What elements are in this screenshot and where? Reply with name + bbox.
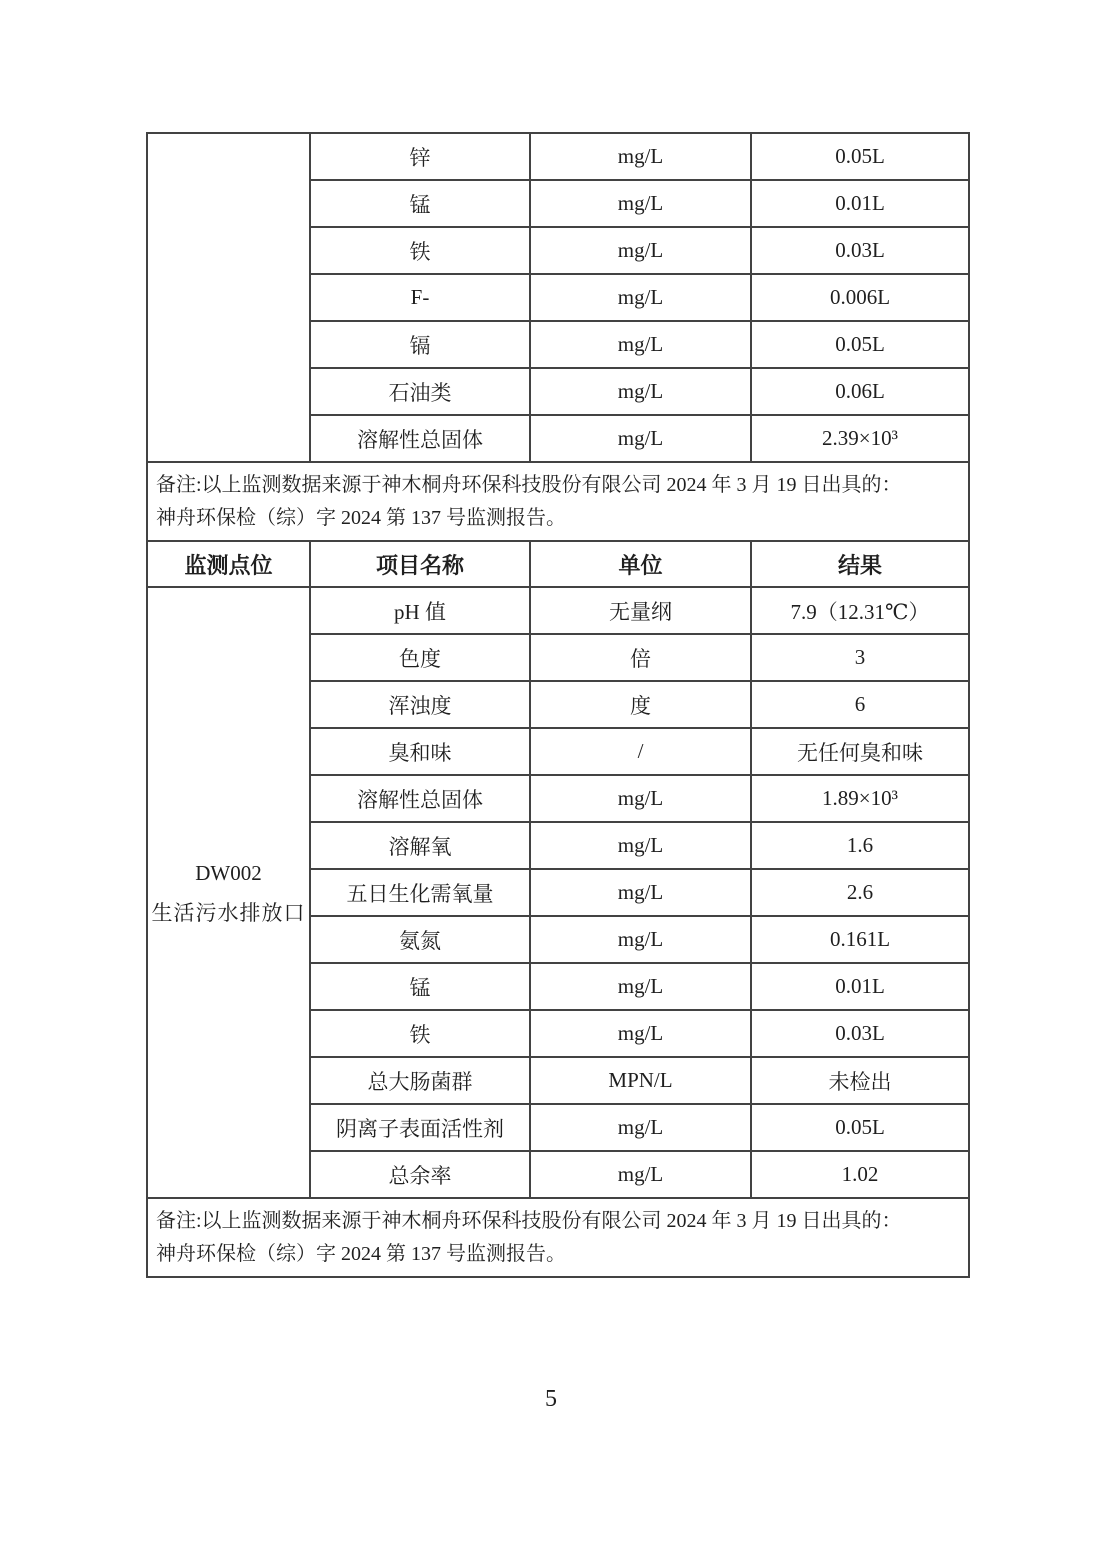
unit-cell: mg/L (530, 963, 751, 1010)
unit-cell: mg/L (530, 274, 751, 321)
header-monitoring-point: 监测点位 (147, 541, 310, 587)
monitoring-point-cell-empty (147, 133, 310, 462)
unit-cell: mg/L (530, 227, 751, 274)
unit-cell: mg/L (530, 180, 751, 227)
unit-cell: mg/L (530, 1151, 751, 1198)
result-cell: 7.9（12.31℃） (751, 587, 969, 634)
item-cell: F- (310, 274, 530, 321)
monitoring-point-cell (147, 587, 310, 1198)
result-cell: 0.06L (751, 368, 969, 415)
item-cell: 溶解性总固体 (310, 775, 530, 822)
unit-cell: / (530, 728, 751, 775)
unit-cell: mg/L (530, 1104, 751, 1151)
unit-cell: mg/L (530, 822, 751, 869)
item-cell: 锰 (310, 180, 530, 227)
item-cell: 石油类 (310, 368, 530, 415)
result-cell: 0.03L (751, 1010, 969, 1057)
note-line-2: 神舟环保检（综）字 2024 第 137 号监测报告。 (156, 506, 566, 529)
unit-cell: 无量纲 (530, 587, 751, 634)
page-number: 5 (545, 1386, 557, 1412)
result-cell: 0.05L (751, 133, 969, 180)
monitoring-point-name: 生活污水排放口 (151, 900, 306, 925)
table-row (147, 133, 969, 180)
unit-cell: MPN/L (530, 1057, 751, 1104)
item-cell: 浑浊度 (310, 681, 530, 728)
item-cell: 氨氮 (310, 916, 530, 963)
header-unit: 单位 (530, 541, 751, 587)
unit-cell: mg/L (530, 368, 751, 415)
result-cell: 1.02 (751, 1151, 969, 1198)
result-cell: 1.6 (751, 822, 969, 869)
item-cell: 色度 (310, 634, 530, 681)
unit-cell: mg/L (530, 321, 751, 368)
result-cell: 0.006L (751, 274, 969, 321)
result-cell: 无任何臭和味 (751, 728, 969, 775)
unit-cell: 度 (530, 681, 751, 728)
result-cell: 1.89×10³ (751, 775, 969, 822)
header-item-name: 项目名称 (310, 541, 530, 587)
result-cell: 6 (751, 681, 969, 728)
result-cell: 2.39×10³ (751, 415, 969, 462)
unit-cell: mg/L (530, 775, 751, 822)
item-cell: 锰 (310, 963, 530, 1010)
item-cell: 溶解氧 (310, 822, 530, 869)
result-cell: 2.6 (751, 869, 969, 916)
unit-cell: mg/L (530, 133, 751, 180)
result-cell: 0.01L (751, 963, 969, 1010)
unit-cell: mg/L (530, 916, 751, 963)
note-row (147, 462, 969, 541)
unit-cell: mg/L (530, 1010, 751, 1057)
item-cell: 镉 (310, 321, 530, 368)
unit-cell: mg/L (530, 415, 751, 462)
item-cell: 铁 (310, 1010, 530, 1057)
note-line-2: 神舟环保检（综）字 2024 第 137 号监测报告。 (156, 1242, 566, 1265)
note-row (147, 1198, 969, 1277)
note-line-1: 备注:以上监测数据来源于神木桐舟环保科技股份有限公司 2024 年 3 月 19 日出具的： (156, 473, 902, 496)
unit-cell: mg/L (530, 869, 751, 916)
result-cell: 3 (751, 634, 969, 681)
item-cell: 阴离子表面活性剂 (310, 1104, 530, 1151)
item-cell: 溶解性总固体 (310, 415, 530, 462)
monitoring-point-code: DW002 (195, 860, 262, 885)
item-cell: 铁 (310, 227, 530, 274)
table-row (147, 587, 969, 634)
result-cell: 0.03L (751, 227, 969, 274)
header-result: 结果 (751, 541, 969, 587)
unit-cell: 倍 (530, 634, 751, 681)
note-line-1: 备注:以上监测数据来源于神木桐舟环保科技股份有限公司 2024 年 3 月 19 日出具的： (156, 1209, 902, 1232)
item-cell: 五日生化需氧量 (310, 869, 530, 916)
header-row (147, 541, 969, 587)
monitoring-report-table (146, 132, 970, 1278)
result-cell: 0.05L (751, 321, 969, 368)
result-cell: 未检出 (751, 1057, 969, 1104)
item-cell: 锌 (310, 133, 530, 180)
item-cell: 总余率 (310, 1151, 530, 1198)
item-cell: pH 值 (310, 587, 530, 634)
item-cell: 总大肠菌群 (310, 1057, 530, 1104)
result-cell: 0.01L (751, 180, 969, 227)
result-cell: 0.05L (751, 1104, 969, 1151)
note-cell (147, 462, 969, 541)
item-cell: 臭和味 (310, 728, 530, 775)
result-cell: 0.161L (751, 916, 969, 963)
note-cell (147, 1198, 969, 1277)
